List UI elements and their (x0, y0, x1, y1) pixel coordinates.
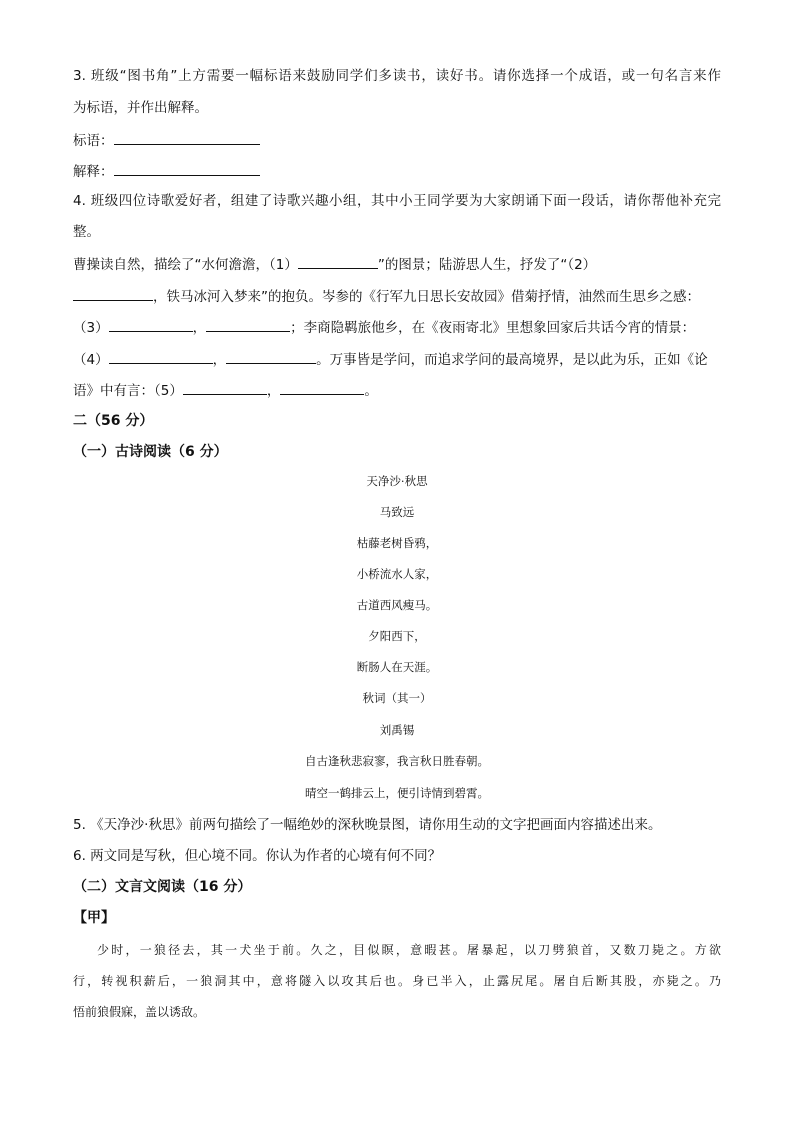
explain-blank[interactable] (114, 161, 260, 176)
section-2-title: 二（56 分） (73, 413, 154, 429)
q4-text-4a: （4） (73, 352, 109, 368)
q4-text-5c: 。 (364, 383, 378, 399)
slogan-blank[interactable] (114, 130, 260, 145)
slogan-label: 标语： (73, 133, 114, 149)
explain-label: 解释： (73, 164, 114, 180)
classical-line-1: 少时，一狼径去，其一犬坐于前。久之，目似瞑，意暇甚。屠暴起，以刀劈狼首，又数刀毙之。方欲 (97, 943, 721, 957)
fill-blank-5a[interactable] (183, 380, 267, 395)
poem-2-title: 秋词（其一） (362, 691, 432, 705)
fill-blank-5b[interactable] (280, 380, 364, 395)
classical-line-2: 行，转视积薪后，一狼洞其中，意将隧入以攻其后也。身已半入，止露尻尾。屠自后断其股，亦毙之。乃 (73, 974, 721, 988)
q4-para-line-1 (73, 254, 596, 275)
q4-text-4c: 。万事皆是学问，而追求学问的最高境界，是以此为乐，正如《论 (316, 352, 708, 368)
q5-text: 5. 《天净沙·秋思》前两句描绘了一幅绝妙的深秋晚景图，请你用生动的文字把画面内容描述出来。 (73, 817, 662, 833)
q4-para-line-4 (73, 349, 708, 370)
poem-1-line: 枯藤老树昏鸦， (356, 536, 438, 550)
q3-line-2: 为标语，并作出解释。 (73, 100, 208, 116)
fill-blank-4b[interactable] (226, 349, 316, 364)
q4-text-1a: 曹操读自然，描绘了“水何澹澹，（1） (73, 257, 298, 273)
fill-blank-4a[interactable] (109, 349, 213, 364)
fill-blank-3b[interactable] (206, 317, 290, 332)
fill-blank-3a[interactable] (109, 317, 193, 332)
q4-text-4b: ， (212, 352, 227, 368)
q4-text-2: ，铁马冰河入梦来”的抱负。岑参的《行军九日思长安故园》借菊抒情，油然而生思乡之感： (153, 289, 700, 305)
q4-text-3b: ， (192, 320, 207, 336)
poem-1-title: 天净沙·秋思 (366, 474, 428, 488)
poetry-section-title: （一）古诗阅读（6 分） (73, 444, 228, 460)
fill-blank-1[interactable] (298, 254, 378, 269)
q4-para-line-3 (73, 317, 695, 338)
slogan-row (73, 130, 260, 151)
poem-1-line: 小桥流水人家， (356, 567, 438, 581)
poem-1-line: 夕阳西下， (368, 629, 426, 643)
poem-1-line: 断肠人在天涯。 (356, 660, 438, 674)
q4-line-1: 4. 班级四位诗歌爱好者，组建了诗歌兴趣小组，其中小王同学要为大家朗诵下面一段话，请你帮他补充完 (73, 193, 721, 209)
classical-section-title: （二）文言文阅读（16 分） (73, 879, 252, 895)
q6-text: 6. 两文同是写秋，但心境不同。你认为作者的心境有何不同？ (73, 848, 442, 864)
q4-text-5a: 语》中有言：（5） (73, 383, 183, 399)
q4-text-3a: （3） (73, 320, 109, 336)
q4-para-line-5 (73, 380, 378, 401)
passage-jia-label: 【甲】 (73, 910, 115, 926)
explain-row (73, 161, 260, 182)
poem-2-line: 晴空一鹤排云上，便引诗情到碧霄。 (305, 786, 489, 800)
poem-1-line: 古道西风瘦马。 (356, 598, 438, 612)
q4-text-5b: ， (266, 383, 281, 399)
classical-line-3: 悟前狼假寐，盖以诱敌。 (73, 1005, 206, 1019)
q4-para-line-2 (73, 286, 700, 307)
q4-text-1b: ”的图景；陆游思人生，抒发了“（2） (377, 257, 597, 273)
q4-text-3c: ；李商隐羁旅他乡，在《夜雨寄北》里想象回家后共话今宵的情景： (290, 320, 696, 336)
q3-line-1: 3. 班级“图书角”上方需要一幅标语来鼓励同学们多读书，读好书。请你选择一个成语，或一句名言来作 (73, 68, 721, 84)
poem-2-author: 刘禹锡 (379, 723, 415, 737)
poem-1-author: 马致远 (379, 505, 415, 519)
q4-line-2: 整。 (73, 224, 100, 240)
poem-2-line: 自古逢秋悲寂寥，我言秋日胜春朝。 (305, 754, 489, 768)
fill-blank-2[interactable] (73, 286, 153, 301)
